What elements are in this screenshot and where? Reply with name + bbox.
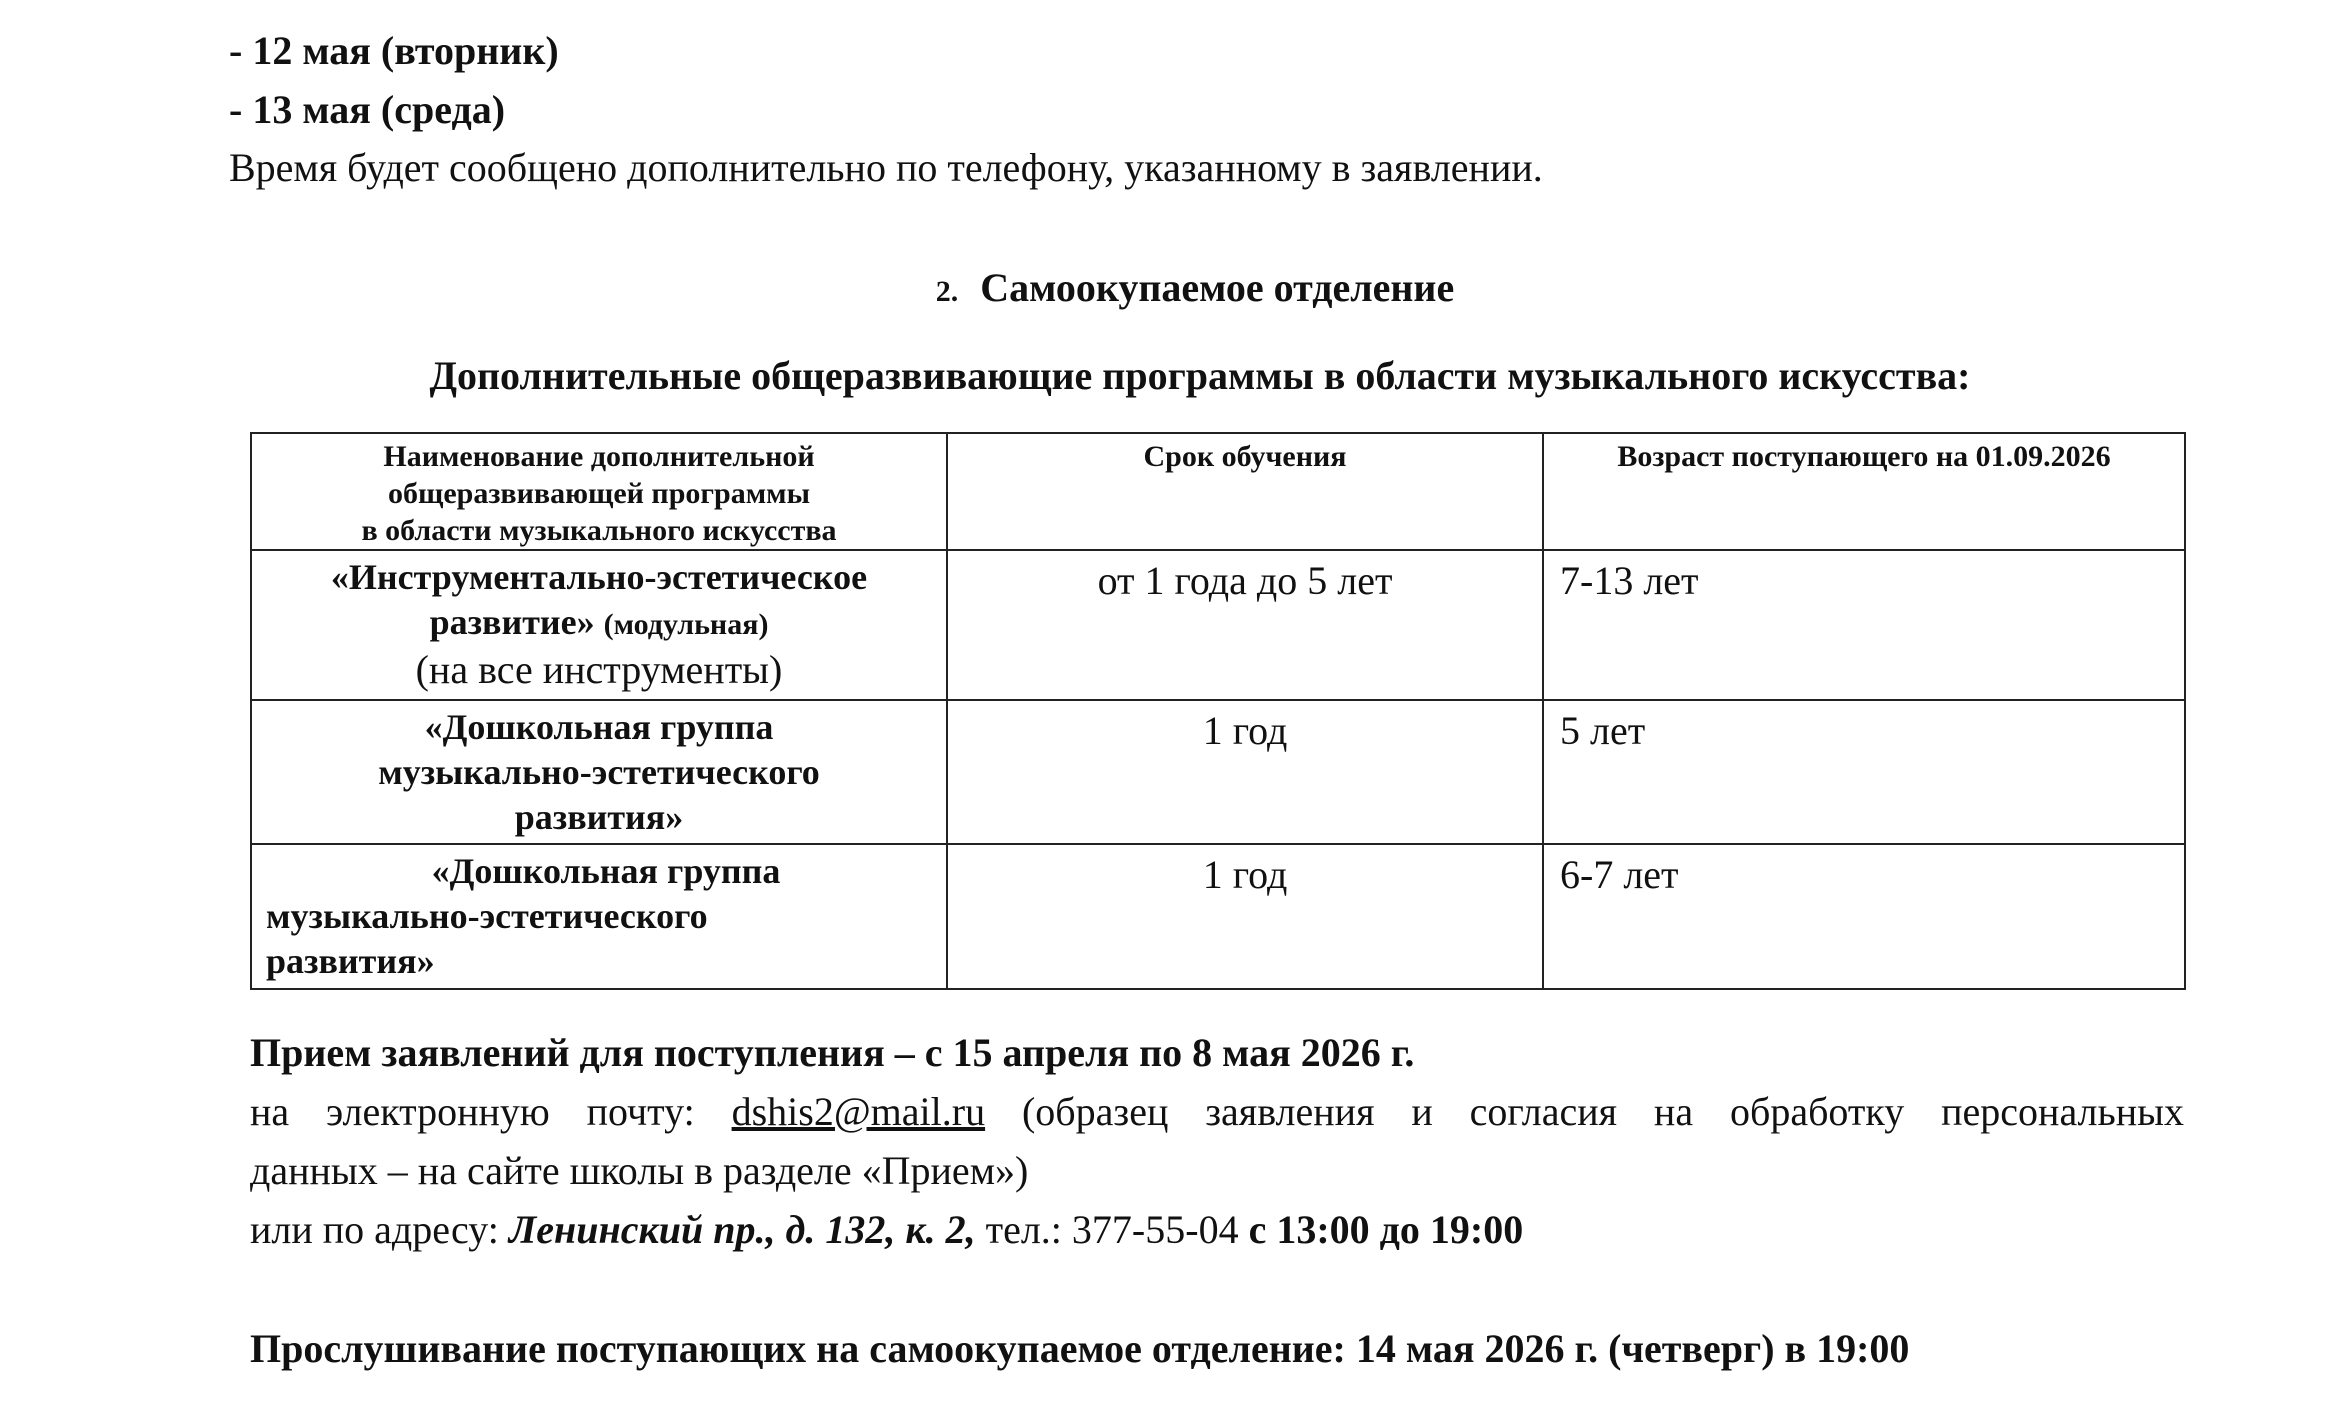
- header-duration: Срок обучения: [947, 433, 1543, 550]
- schedule-day-1: - 12 мая (вторник): [229, 28, 559, 73]
- table-header-row: [251, 433, 2185, 550]
- age-cell: 5 лет: [1543, 700, 2185, 844]
- table-row: [251, 550, 2185, 700]
- section-subtitle: Дополнительные общеразвивающие программы в области музыкального искусства:: [429, 353, 1971, 398]
- duration-cell: 1 год: [947, 844, 1543, 989]
- table-row: [251, 700, 2185, 844]
- admission-period: Прием заявлений для поступления – с 15 апреля по 8 мая 2026 г.: [250, 1030, 1415, 1075]
- program-name-cell: «Дошкольная группа музыкально-эстетического развития»: [251, 844, 947, 989]
- program-name-cell: «Дошкольная группа музыкально-эстетического развития»: [251, 700, 947, 844]
- duration-cell: от 1 года до 5 лет: [947, 550, 1543, 700]
- age-cell: 7-13 лет: [1543, 550, 2185, 700]
- table-row: [251, 844, 2185, 989]
- schedule-day-2: - 13 мая (среда): [229, 87, 506, 132]
- phone: 377-55-04: [1071, 1207, 1239, 1252]
- admission-address-line: или по адресу: Ленинский пр., д. 132, к. 2, тел.: 377-55-04 с 13:00 до 19:00: [250, 1207, 1524, 1252]
- age-cell: 6-7 лет: [1543, 844, 2185, 989]
- section-number: 2.: [935, 275, 959, 308]
- hours: с 13:00 до 19:00: [1248, 1207, 1524, 1252]
- section-heading: [0, 264, 2330, 316]
- admission-email-line: на электронную почту: dshis2@mail.ru (образец заявления и согласия на обработку персональных: [250, 1089, 2185, 1134]
- section-title: Самоокупаемое отделение: [980, 265, 1455, 310]
- header-program-name: Наименование дополнительной общеразвивающей программы в области музыкального искусства: [251, 433, 947, 550]
- email-link[interactable]: dshis2@mail.ru: [731, 1089, 986, 1134]
- programs-table: [250, 432, 2186, 990]
- address: Ленинский пр., д. 132, к. 2,: [508, 1207, 976, 1252]
- duration-cell: 1 год: [947, 700, 1543, 844]
- program-name-cell: «Инструментально-эстетическое развитие» (модульная) (на все инструменты): [251, 550, 947, 700]
- admission-email-note: данных – на сайте школы в разделе «Прием»): [250, 1148, 1029, 1193]
- schedule-note: Время будет сообщено дополнительно по телефону, указанному в заявлении.: [229, 145, 1543, 190]
- audition-info: Прослушивание поступающих на самоокупаемое отделение: 14 мая 2026 г. (четверг) в 19:00: [250, 1326, 1910, 1371]
- header-age: Возраст поступающего на 01.09.2026: [1543, 433, 2185, 550]
